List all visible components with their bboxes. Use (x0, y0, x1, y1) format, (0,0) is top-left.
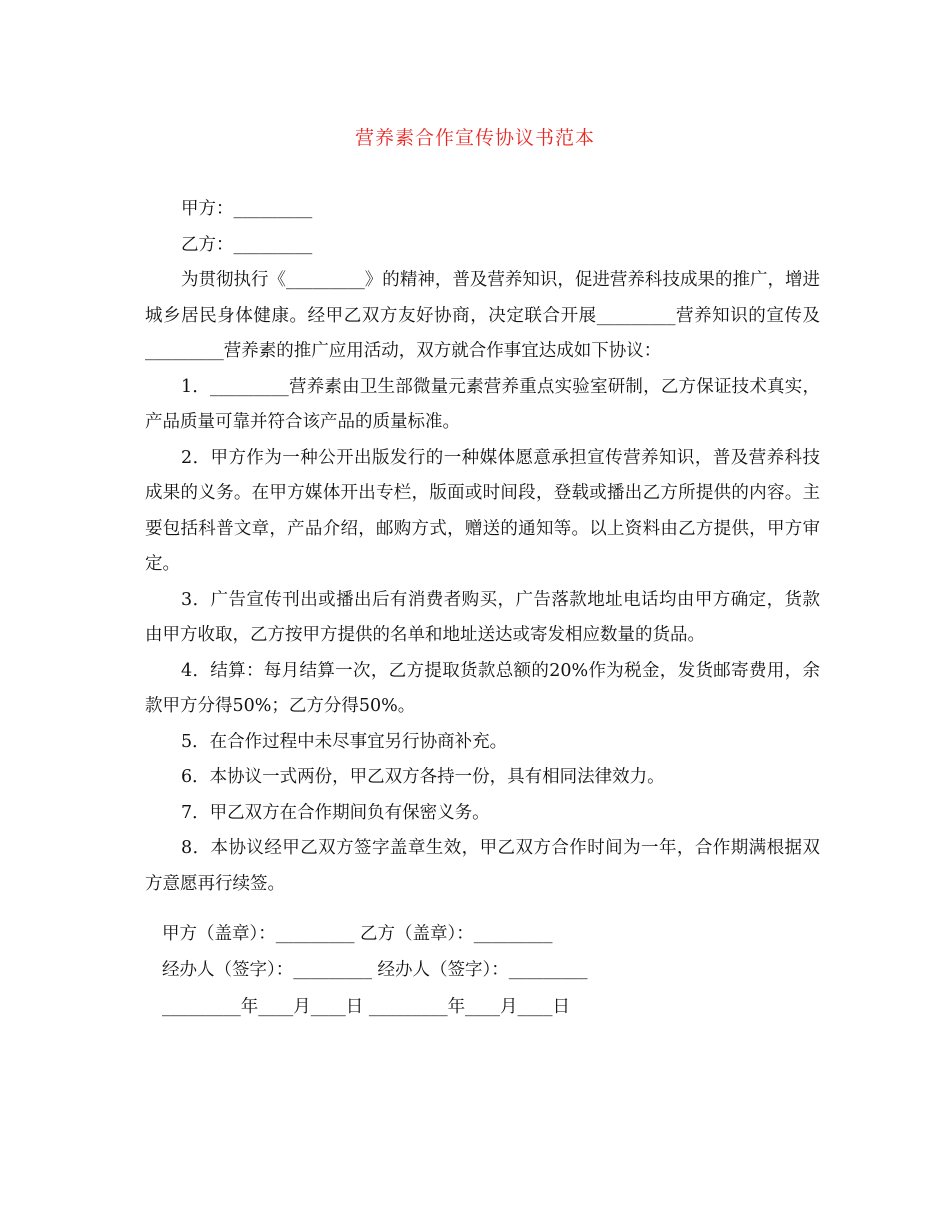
party-a-line: 甲方：_________ (181, 199, 313, 219)
seal-line: 甲方（盖章）：_________ 乙方（盖章）：_________ (162, 924, 553, 944)
document-title: 营养素合作宣传协议书范本 (354, 127, 595, 149)
clause-5: 5．在合作过程中未尽事宜另行协商补充。 (181, 731, 508, 752)
party-b-line: 乙方：_________ (181, 234, 313, 255)
date-line: _________年____月____日 _________年____月____日 (162, 997, 571, 1017)
agent-line: 经办人（签字）：_________ 经办人（签字）：_________ (162, 960, 588, 980)
clause-8: 8．本协议经甲乙双方签字盖章生效，甲乙双方合作时间为一年，合作期满根据双方意愿再行续签。 (145, 838, 820, 894)
clause-7: 7．甲乙双方在合作期间负有保密义务。 (181, 802, 490, 823)
document-body (145, 192, 820, 902)
clause-4: 4．结算：每月结算一次，乙方提取货款总额的20%作为税金，发货邮寄费用，余款甲方分得50%；乙方分得50%。 (145, 660, 820, 716)
intro-paragraph: 为贯彻执行《_________》的精神，普及营养知识，促进营养科技成果的推广，增进城乡居民身体健康。经甲乙双方友好协商，决定联合开展_________营养知识的宣传及_________营养素的推广应用活动，双方就合作事宜达成如下协议： (145, 270, 820, 361)
clause-3: 3．广告宣传刊出或播出后有消费者购买，广告落款地址电话均由甲方确定，货款由甲方收取，乙方按甲方提供的名单和地址送达或寄发相应数量的货品。 (145, 589, 820, 645)
clause-6: 6．本协议一式两份，甲乙双方各持一份，具有相同法律效力。 (181, 767, 665, 787)
clause-2: 2．甲方作为一种公开出版发行的一种媒体愿意承担宣传营养知识，普及营养科技成果的义务。在甲方媒体开出专栏，版面或时间段，登载或播出乙方所提供的内容。主要包括科普文章，产品介绍，邮购方式，赠送的通知等。以上资料由乙方提供，甲方审定。 (145, 447, 820, 574)
clause-1: 1．_________营养素由卫生部微量元素营养重点实验室研制，乙方保证技术真实，产品质量可靠并符合该产品的质量标准。 (145, 376, 820, 432)
